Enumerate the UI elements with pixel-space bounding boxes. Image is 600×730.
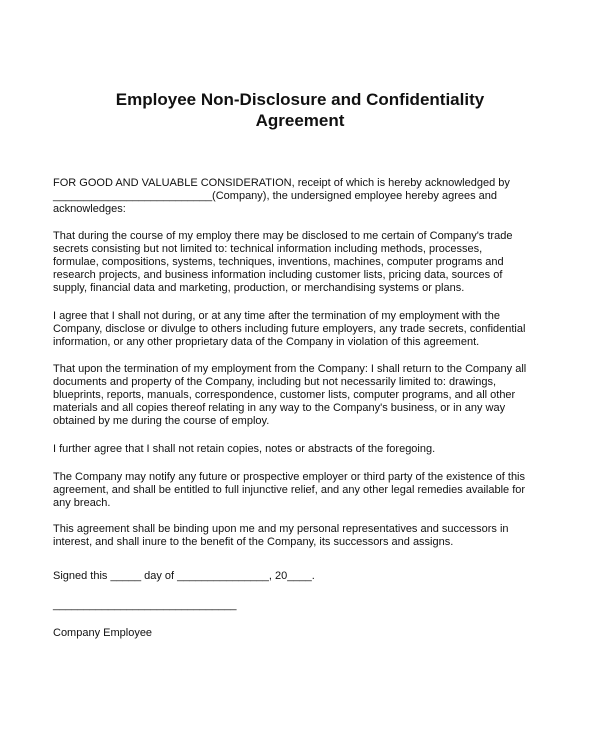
paragraph-trade-secrets (53, 230, 593, 295)
document-title (0, 89, 600, 131)
text-line: formulae, compositions, systems, techniques, inventions, machines, computer programs and (53, 256, 504, 268)
signature-label (53, 627, 593, 640)
text-line: blueprints, reports, manuals, correspondence, customer lists, computer programs, and all other (53, 389, 516, 401)
title-line: Employee Non-Disclosure and Confidentiality (115, 90, 485, 109)
text-line: Company, disclose or divulge to others including future employers, any trade secrets, confidential (53, 323, 526, 335)
text-line: materials and all copies thereof relating in any way to the Company's business, or in any way (53, 402, 506, 414)
text-line: The Company may notify any future or prospective employer or third party of the existence of this (53, 471, 526, 483)
text-line: obtained by me during the course of employ. (53, 415, 270, 427)
text-line: secrets consisting but not limited to: technical information including methods, processes, (53, 243, 483, 255)
text-line: __________________________(Company), the undersigned employee hereby agrees and (53, 190, 498, 202)
text-line: FOR GOOD AND VALUABLE CONSIDERATION, receipt of which is hereby acknowledged by (53, 177, 510, 189)
signed-date-line (53, 570, 593, 583)
paragraph-consideration (53, 177, 593, 216)
signature-line (53, 599, 593, 612)
paragraph-non-disclosure (53, 310, 593, 349)
text-line: documents and property of the Company, including but not necessarily limited to: drawings, (53, 376, 497, 388)
text-line: interest, and shall inure to the benefit of the Company, its successors and assigns. (53, 536, 454, 548)
text-line: acknowledges: (53, 203, 126, 215)
paragraph-no-copies (53, 443, 593, 456)
text-line: research projects, and business information including customer lists, pricing data, sources of (53, 269, 503, 281)
paragraph-return-property (53, 363, 593, 428)
paragraph-binding (53, 523, 593, 549)
text-line: supply, financial data and marketing, production, or merchandising systems or plans. (53, 282, 465, 294)
text-line: any breach. (53, 497, 111, 509)
text-line: That during the course of my employ there may be disclosed to me certain of Company's trade (53, 230, 513, 242)
text-line: This agreement shall be binding upon me and my personal representatives and successors in (53, 523, 509, 535)
paragraph-notify (53, 471, 593, 510)
text-line: I agree that I shall not during, or at any time after the termination of my employment with the (53, 310, 500, 322)
text-line: Company Employee (53, 627, 153, 639)
text-line: That upon the termination of my employment from the Company: I shall return to the Company all (53, 363, 527, 375)
text-line: ______________________________ (53, 599, 237, 611)
text-line: Signed this _____ day of _______________, 20____. (53, 570, 315, 582)
title-line: Agreement (255, 111, 345, 130)
text-line: information, or any other proprietary data of the Company in violation of this agreement. (53, 336, 480, 348)
text-line: I further agree that I shall not retain copies, notes or abstracts of the foregoing. (53, 443, 436, 455)
text-line: agreement, and shall be entitled to full injunctive relief, and any other legal remedies available for (53, 484, 526, 496)
